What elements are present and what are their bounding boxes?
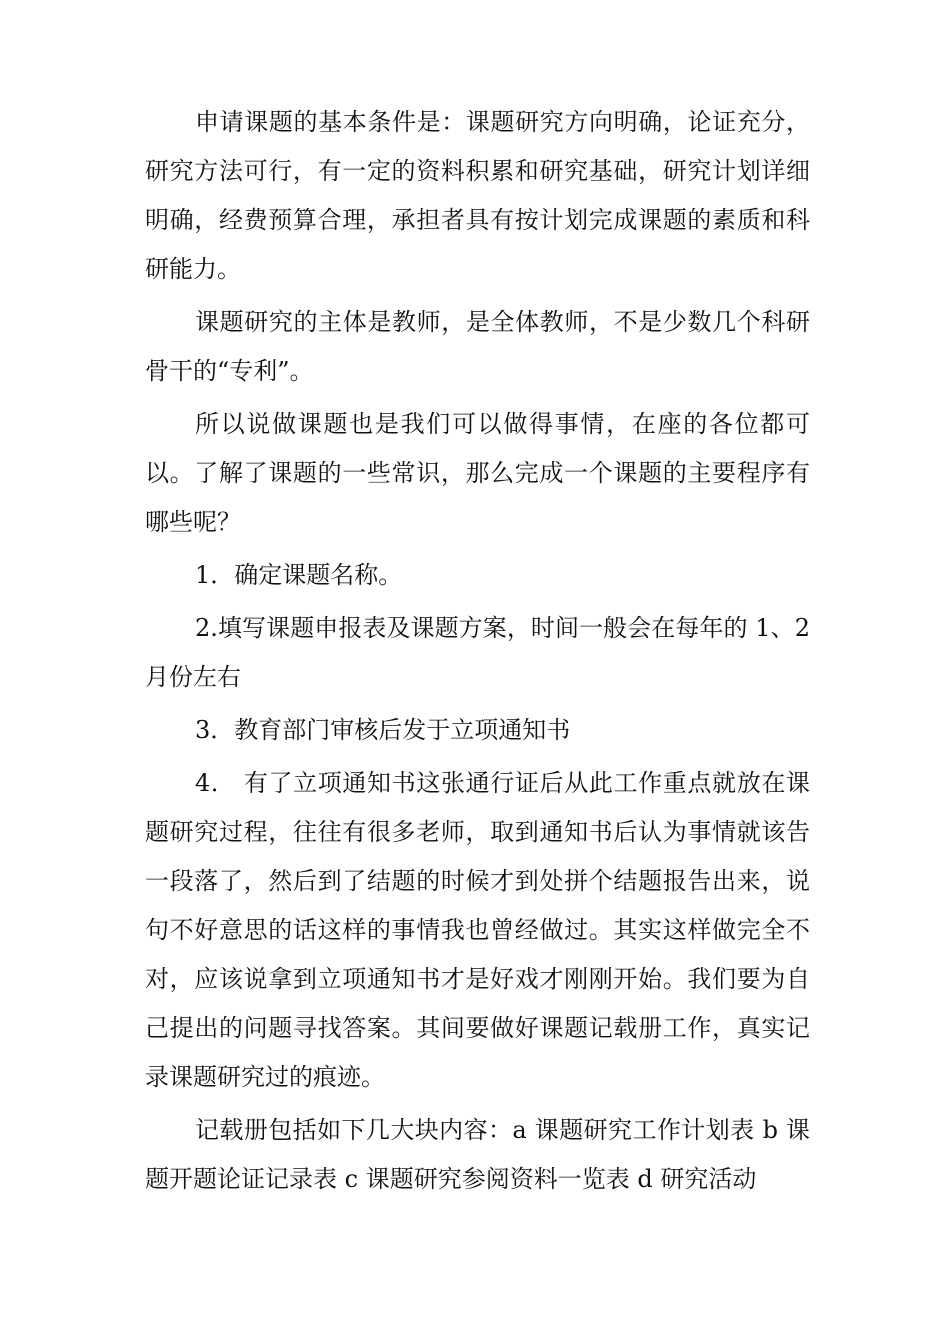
- paragraph-basic-conditions: 申请课题的基本条件是：课题研究方向明确，论证充分，研究方法可行，有一定的资料积累和研究基础，研究计划详细明确，经费预算合理，承担者具有按计划完成课题的素质和科研能力。: [145, 108, 810, 283]
- paragraph-record-book: 记载册包括如下几大块内容：a 课题研究工作计划表 b 课题开题论证记录表 c 课题研究参阅资料一览表 d 研究活动: [145, 1116, 810, 1193]
- paragraph-step-4: 4． 有了立项通知书这张通行证后从此工作重点就放在课题研究过程，往往有很多老师，取到通知书后认为事情就该告一段落了，然后到了结题的时候才到处拼个结题报告出来，说句不好意思的话这样的事情我也曾经做过。其实这样做完全不对，应该说拿到立项通知书才是好戏才刚刚开始。我们要为自己提出的问题寻找答案。其间要做好课题记载册工作，真实记录课题研究过的痕迹。: [145, 769, 810, 1091]
- paragraph-step-3: 3．教育部门审核后发于立项通知书: [195, 716, 571, 744]
- paragraph-main-procedure: 所以说做课题也是我们可以做得事情，在座的各位都可以。了解了课题的一些常识，那么完成一个课题的主要程序有哪些呢？: [145, 410, 810, 536]
- document-body: [145, 98, 810, 1208]
- paragraph-step-2: 2.填写课题申报表及课题方案，时间一般会在每年的 1、2 月份左右: [145, 614, 810, 691]
- paragraph-step-1: 1．确定课题名称。: [195, 561, 403, 589]
- paragraph-research-subject: 课题研究的主体是教师，是全体教师，不是少数几个科研骨干的“专利”。: [145, 308, 810, 385]
